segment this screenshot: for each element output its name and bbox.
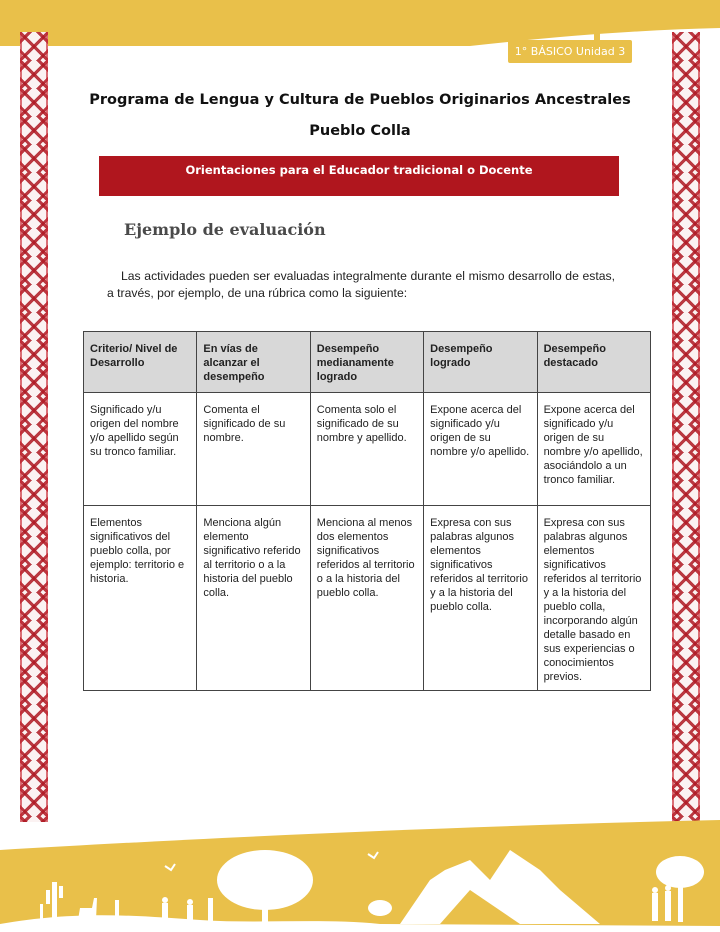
section-banner: Orientaciones para el Educador tradicional o Docente bbox=[99, 156, 619, 196]
table-cell: Comenta el significado de su nombre. bbox=[197, 393, 310, 506]
header-medianamente: Desempeño medianamente logrado bbox=[310, 332, 423, 393]
table-cell: Menciona algún elemento significativo referido al territorio o a la historia del pueblo colla. bbox=[197, 506, 310, 691]
page-title: Programa de Lengua y Cultura de Pueblos Originarios Ancestrales bbox=[89, 92, 631, 108]
table-cell: Elementos significativos del pueblo colla, por ejemplo: territorio e historia. bbox=[84, 506, 197, 691]
table-cell: Expresa con sus palabras algunos elementos significativos referidos al territorio y a la historia del pueblo colla, incorporando algún detalle basado en sus experiencias o conocimientos previos. bbox=[537, 506, 650, 691]
unit-badge: 1° BÁSICO Unidad 3 bbox=[508, 40, 632, 63]
table-cell: Significado y/u origen del nombre y/o apellido según su tronco familiar. bbox=[84, 393, 197, 506]
header-en-vias: En vías de alcanzar el desempeño bbox=[197, 332, 310, 393]
header-logrado: Desempeño logrado bbox=[424, 332, 537, 393]
page-subtitle: Pueblo Colla bbox=[309, 123, 411, 139]
landscape-silhouette-icon bbox=[0, 820, 720, 932]
table-header-row bbox=[84, 332, 651, 393]
table-cell: Menciona al menos dos elementos significativos referidos al territorio o a la historia del pueblo colla. bbox=[310, 506, 423, 691]
woven-pattern-border-right-icon bbox=[672, 32, 700, 822]
rubric-table bbox=[83, 331, 651, 691]
table-cell: Expone acerca del significado y/u origen de su nombre y/o apellido. bbox=[424, 393, 537, 506]
woven-pattern-border-left-icon bbox=[20, 32, 48, 822]
intro-paragraph: Las actividades pueden ser evaluadas integralmente durante el mismo desarrollo de estas, a través, por ejemplo, de una rúbrica como la siguiente: bbox=[107, 269, 615, 300]
header-destacado: Desempeño destacado bbox=[537, 332, 650, 393]
table-row bbox=[84, 506, 651, 691]
table-cell: Expresa con sus palabras algunos elementos significativos referidos al territorio y a la historia del pueblo colla. bbox=[424, 506, 537, 691]
section-heading: Ejemplo de evaluación bbox=[124, 220, 326, 239]
header-criterio: Criterio/ Nivel de Desarrollo bbox=[84, 332, 197, 393]
table-row bbox=[84, 393, 651, 506]
table-cell: Comenta solo el significado de su nombre y apellido. bbox=[310, 393, 423, 506]
table-cell: Expone acerca del significado y/u origen de su nombre y/o apellido, asociándolo a un tronco familiar. bbox=[537, 393, 650, 506]
